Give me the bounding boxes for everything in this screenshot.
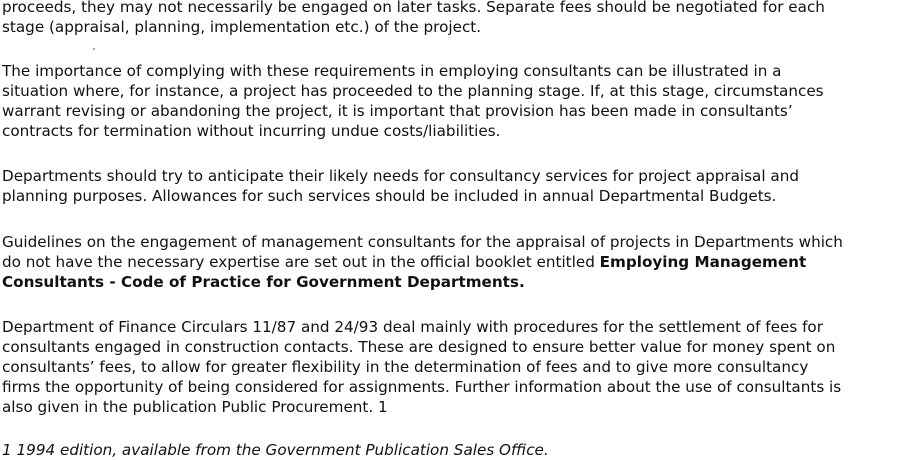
text-line: warrant revising or abandoning the project, it is important that provision has been made in consultants’ bbox=[2, 102, 793, 120]
text-line: consultants’ fees, to allow for greater flexibility in the determination of fees and to give more consultancy bbox=[2, 358, 809, 376]
text-run: do not have the necessary expertise are set out in the official booklet entitled bbox=[2, 253, 600, 271]
text-line: stage (appraisal, planning, implementation etc.) of the project. bbox=[2, 18, 482, 36]
text-line: Department of Finance Circulars 11/87 and 24/93 deal mainly with procedures for the settlement of fees for bbox=[2, 318, 823, 336]
text-line: situation where, for instance, a project has proceeded to the planning stage. If, at this stage, circumstances bbox=[2, 82, 824, 100]
booklet-title: Consultants - Code of Practice for Government Departments. bbox=[2, 273, 525, 291]
text-line: consultants engaged in construction contacts. These are designed to ensure better value for money spent on bbox=[2, 338, 836, 356]
text-line: Departments should try to anticipate their likely needs for consultancy services for project appraisal and bbox=[2, 167, 799, 185]
paragraph-guidelines bbox=[2, 232, 898, 292]
text-line: The importance of complying with these requirements in employing consultants can be illustrated in a bbox=[2, 62, 782, 80]
paragraph-fees bbox=[2, 0, 898, 37]
text-line: proceeds, they may not necessarily be engaged on later tasks. Separate fees should be negotiated for each bbox=[2, 0, 825, 16]
footnote: 1 1994 edition, available from the Government Publication Sales Office. bbox=[2, 441, 549, 459]
text-line: firms the opportunity of being considered for assignments. Further information about the use of consultants is bbox=[2, 378, 842, 396]
text-line: Guidelines on the engagement of management consultants for the appraisal of projects in Departments which bbox=[2, 233, 843, 251]
paragraph-anticipate-needs bbox=[2, 166, 898, 206]
paragraph-circulars bbox=[2, 317, 898, 417]
scan-speck bbox=[93, 48, 95, 50]
text-line bbox=[2, 252, 898, 272]
text-line: contracts for termination without incurring undue costs/liabilities. bbox=[2, 122, 501, 140]
text-line: planning purposes. Allowances for such services should be included in annual Departmental Budgets. bbox=[2, 187, 777, 205]
text-line: also given in the publication Public Procurement. 1 bbox=[2, 398, 388, 416]
paragraph-requirements bbox=[2, 61, 898, 141]
booklet-title: Employing Management bbox=[599, 253, 807, 271]
